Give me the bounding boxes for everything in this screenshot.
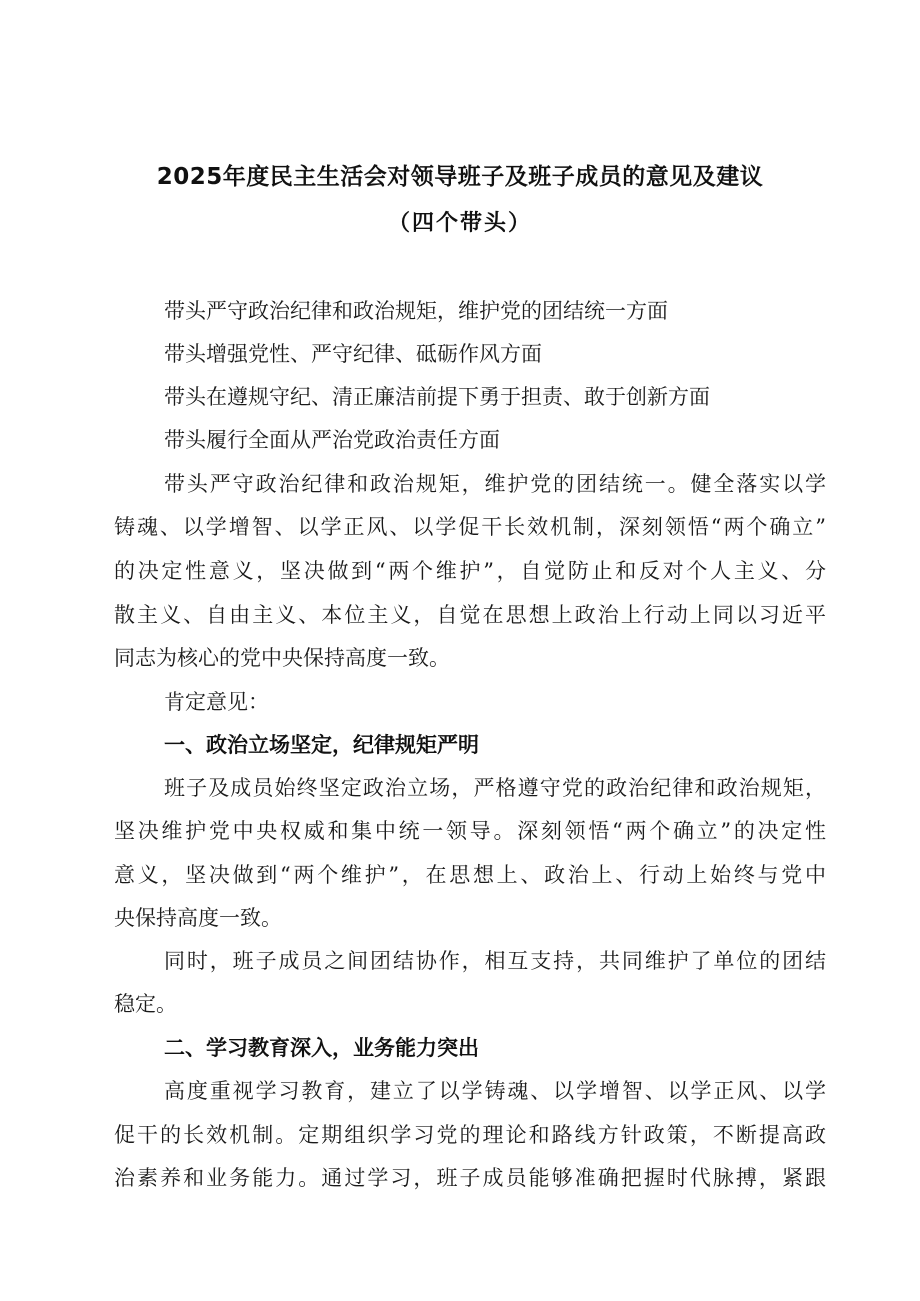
section2-paragraph-line: 治素养和业务能力。通过学习，班子成员能够准确把握时代脉搏，紧跟 (114, 1166, 826, 1190)
section1-paragraph2-line: 稳定。 (114, 992, 177, 1016)
section-heading-2: 二、学习教育深入，业务能力突出 (164, 1036, 479, 1060)
section1-paragraph-line: 央保持高度一致。 (114, 906, 282, 930)
section2-paragraph-line: 促干的长效机制。定期组织学习党的理论和路线方针政策，不断提高政 (114, 1123, 826, 1147)
intro-paragraph-line: 铸魂、以学增智、以学正风、以学促干长效机制，深刻领悟“两个确立” (114, 515, 826, 539)
section1-paragraph2-line: 同时，班子成员之间团结协作，相互支持，共同维护了单位的团结 (164, 949, 826, 973)
section2-paragraph-line: 高度重视学习教育，建立了以学铸魂、以学增智、以学正风、以学 (164, 1079, 826, 1103)
document-subtitle: （四个带头） (387, 211, 532, 236)
intro-paragraph-line: 散主义、自由主义、本位主义，自觉在思想上政治上行动上同以习近平 (114, 603, 826, 627)
intro-paragraph-line: 带头严守政治纪律和政治规矩，维护党的团结统一。健全落实以学 (164, 472, 826, 496)
intro-paragraph-line: 的决定性意义，坚决做到“两个维护”，自觉防止和反对个人主义、分 (114, 559, 826, 583)
section1-paragraph-line: 坚决维护党中央权威和集中统一领导。深刻领悟“两个确立”的决定性 (114, 819, 826, 843)
topic-line-4: 带头履行全面从严治党政治责任方面 (164, 428, 500, 452)
topic-line-2: 带头增强党性、严守纪律、砥砺作风方面 (164, 342, 542, 366)
section-heading-1: 一、政治立场坚定，纪律规矩严明 (164, 733, 479, 757)
intro-paragraph-line: 同志为核心的党中央保持高度一致。 (114, 646, 450, 670)
topic-line-3: 带头在遵规守纪、清正廉洁前提下勇于担责、敢于创新方面 (164, 385, 710, 409)
section1-paragraph-line: 意义，坚决做到“两个维护”，在思想上、政治上、行动上始终与党中 (114, 863, 826, 887)
section1-paragraph-line: 班子及成员始终坚定政治立场，严格遵守党的政治纪律和政治规矩， (164, 776, 826, 800)
affirm-label: 肯定意见： (164, 690, 269, 714)
document-title: 2025年度民主生活会对领导班子及班子成员的意见及建议 (156, 164, 764, 190)
topic-line-1: 带头严守政治纪律和政治规矩，维护党的团结统一方面 (164, 299, 668, 323)
